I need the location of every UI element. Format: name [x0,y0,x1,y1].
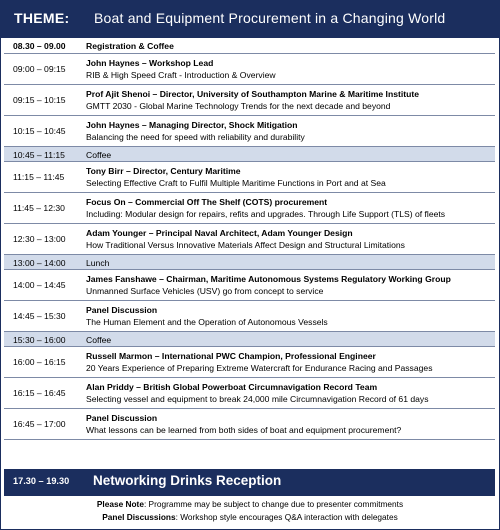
session-row [4,193,495,224]
note-panel [1,511,499,524]
session-row [4,378,495,409]
break-label: Coffee [86,335,112,345]
session-topic: Selecting Effective Craft to Fulfil Multiple Maritime Functions in Port and at Sea [86,178,386,188]
session-row [4,162,495,193]
session-topic: 20 Years Experience of Preparing Extreme Watercraft for Endurance Racing and Passages [86,363,433,373]
theme-label: THEME: [14,10,70,26]
break-row [4,332,495,347]
session-time: 10:45 – 11:15 [13,150,65,160]
session-topic: Including: Modular design for repairs, refits and upgrades. Through Life Support (TLS) of fleets [86,209,446,219]
break-label: Lunch [86,258,110,268]
session-row [4,224,495,255]
note-panel-text: : Workshop style encourages Q&A interaction with delegates [175,511,398,522]
note-panel-label: Panel Discussions [102,511,176,522]
session-speaker: Alan Priddy – British Global Powerboat Circumnavigation Record Team [86,382,378,392]
session-row [4,54,495,85]
break-row [4,255,495,270]
session-speaker: Adam Younger – Principal Naval Architect, Adam Younger Design [86,228,353,238]
theme-title: Boat and Equipment Procurement in a Changing World [94,10,446,26]
session-speaker: James Fanshawe – Chairman, Maritime Autonomous Systems Regulatory Working Group [86,274,451,284]
session-topic: The Human Element and the Operation of Autonomous Vessels [86,317,328,327]
registration-row [4,38,495,54]
session-row [4,116,495,147]
schedule-table [4,38,495,440]
session-speaker: John Haynes – Workshop Lead [86,58,214,68]
session-topic: What lessons can be learned from both sides of boat and equipment procurement? [86,425,402,435]
session-speaker: Tony Birr – Director, Century Maritime [86,166,241,176]
note-programme [1,498,499,511]
session-speaker: Prof Ajit Shenoi – Director, University of Southampton Marine & Maritime Institute [86,89,419,99]
session-time: 13:00 – 14:00 [13,258,66,268]
session-speaker: John Haynes – Managing Director, Shock Mitigation [86,120,298,130]
session-topic: Balancing the need for speed with reliability and durability [86,132,305,142]
note-programme-text: : Programme may be subject to change due to presenter commitments [143,499,404,509]
footer-notes [1,498,499,523]
break-label: Coffee [86,150,112,160]
session-time: 10:15 – 10:45 [13,126,66,136]
session-time: 16:15 – 16:45 [13,388,66,398]
session-time: 08.30 – 09.00 [13,41,66,51]
session-speaker: Panel Discussion [86,305,158,315]
session-time: 09:00 – 09:15 [13,64,66,74]
session-time: 14:00 – 14:45 [13,280,66,290]
session-time: 11:45 – 12:30 [13,203,65,213]
session-row [4,270,495,301]
session-row [4,301,495,332]
session-row [4,409,495,440]
session-row [4,85,495,116]
session-speaker: Panel Discussion [86,413,158,423]
note-programme-label: Please Note [96,499,144,509]
break-row [4,147,495,162]
drinks-time: 17.30 – 19.30 [13,476,70,486]
theme-header [1,1,499,38]
drinks-label: Networking Drinks Reception [93,473,282,488]
session-time: 11:15 – 11:45 [13,172,65,182]
session-topic: GMTT 2030 - Global Marine Technology Trends for the next decade and beyond [86,101,391,111]
session-time: 15:30 – 16:00 [13,335,66,345]
session-topic: How Traditional Versus Innovative Materials Affect Design and Structural Limitations [86,240,405,250]
session-speaker: Focus On – Commercial Off The Shelf (COTS) procurement [86,197,328,207]
registration-label: Registration & Coffee [86,41,174,51]
session-row [4,347,495,378]
session-topic: Unmanned Surface Vehicles (USV) go from concept to service [86,286,324,296]
session-topic: Selecting vessel and equipment to break 24,000 mile Circumnavigation Record of 61 days [86,394,429,404]
session-time: 14:45 – 15:30 [13,311,66,321]
session-time: 16:45 – 17:00 [13,419,66,429]
networking-drinks-row [4,469,495,496]
session-time: 16:00 – 16:15 [13,357,66,367]
session-topic: RIB & High Speed Craft - Introduction & Overview [86,70,276,80]
session-time: 12:30 – 13:00 [13,234,66,244]
session-speaker: Russell Marmon – International PWC Champion, Professional Engineer [86,351,376,361]
session-time: 09:15 – 10:15 [13,95,66,105]
